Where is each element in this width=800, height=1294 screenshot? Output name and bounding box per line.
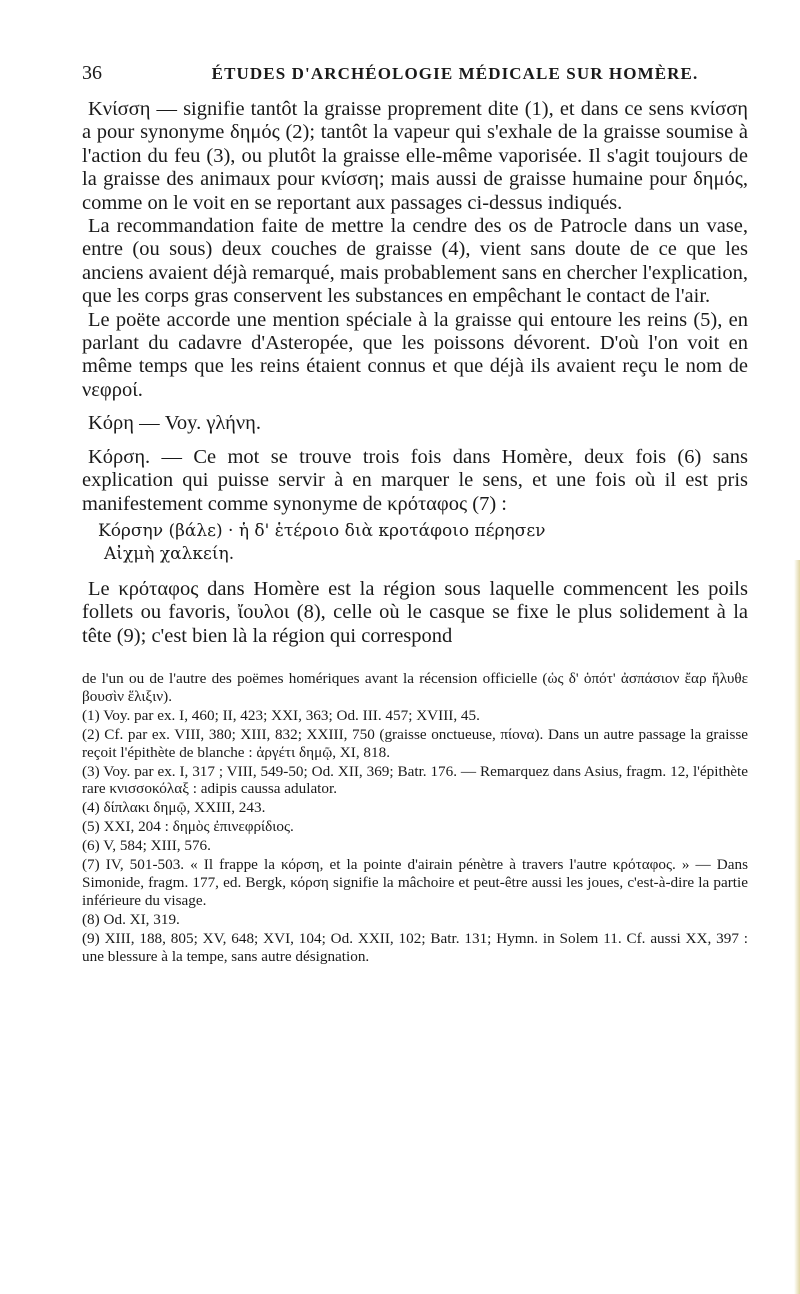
paragraph-krotaphos: Le κρόταφος dans Homère est la région sous laquelle commencent les poils follets ou favoris, ἴουλοι (8), celle où le casque se fixe le plus solidement à la tête (9); c'est bien là la région qui correspond	[82, 577, 748, 647]
footnote-3: (3) Voy. par ex. I, 317 ; VIII, 549-50; Od. XII, 369; Batr. 176. — Remarquez dans Asius, fragm. 12, l'épithète rare κνισσοκόλαξ : adipis caussa adulator.	[82, 762, 748, 798]
footnote-1: (1) Voy. par ex. I, 460; II, 423; XXI, 363; Od. III. 457; XVIII, 45.	[82, 706, 480, 724]
paragraph-reins: Le poëte accorde une mention spéciale à la graisse qui entoure les reins (5), en parlant du cadavre d'Asteropée, que les poissons dévorent. D'où l'on voit en même temps que les reins étaient connus et que déjà ils avaient reçu le nom de νεφροί.	[82, 308, 748, 401]
paragraph-knisse: Κνίσση — signifie tantôt la graisse proprement dite (1), et dans ce sens κνίσση a pour synonyme δημός (2); tantôt la vapeur qui s'exhale de la graisse soumise à l'action du feu (3), ou plutôt la graisse elle-même vaporisée. Il s'agit toujours de la graisse des animaux pour κνίσση; mais aussi de graisse humaine pour δημός, comme on le voit en se reportant aux passages ci-dessus indiqués.	[82, 98, 748, 214]
book-page	[82, 58, 748, 967]
footnote-2: (2) Cf. par ex. VIII, 380; XIII, 832; XXIII, 750 (graisse onctueuse, πίονα). Dans un autre passage la graisse reçoit l'épithète de blanche : ἀργέτι δημῷ, XI, 818.	[82, 725, 748, 761]
entry-korse: Κόρση. — Ce mot se trouve trois fois dans Homère, deux fois (6) sans explication qui puisse servir à en marquer le sens, et une fois où il est pris manifestement comme synonyme de κρόταφος (7) :	[82, 445, 748, 515]
quote-line-2: Αἰχμὴ χαλκείη.	[104, 543, 235, 564]
entry-kore: Κόρη — Voy. γλήνη.	[88, 412, 261, 435]
greek-quotation	[98, 520, 748, 566]
footnote-continuation: de l'un ou de l'autre des poëmes homériques avant la récension officielle (ὡς δ' ὁπότ' ἀσπάσιον ἔαρ ἤλυθε βουσὶν ἕλιξιν).	[82, 670, 748, 705]
paragraph-patrocle: La recommandation faite de mettre la cendre des os de Patrocle dans un vase, entre (ou sous) deux couches de graisse (4), vient sans doute de ce que les anciens avaient déjà remarqué, mais probablement sans en chercher l'explication, que les corps gras conservent les substances en empêchant le contact de l'air.	[82, 215, 748, 308]
quote-line-1: Κόρσην (βάλε) · ἡ δ' ἑτέροιο διὰ κροτάφοιο πέρησεν	[98, 520, 546, 541]
footnote-5: (5) XXI, 204 : δημὸς ἐπινεφρίδιος.	[82, 818, 294, 836]
footnote-7: (7) IV, 501-503. « Il frappe la κόρση, et la pointe d'airain pénètre à travers l'autre κρόταφος. » — Dans Simonide, fragm. 177, ed. Bergk, κόρση signifie la mâchoire et peut-être aussi les joues, c'est-à-dire la partie inférieure du visage.	[82, 856, 748, 909]
running-head	[82, 58, 748, 98]
footnote-6: (6) V, 584; XIII, 576.	[82, 837, 211, 855]
footnote-4: (4) δίπλακι δημῷ, XXIII, 243.	[82, 799, 266, 817]
running-title: ÉTUDES D'ARCHÉOLOGIE MÉDICALE SUR HOMÈRE.	[211, 64, 699, 83]
page-number: 36	[82, 62, 102, 84]
main-text	[82, 98, 748, 648]
footnotes	[82, 670, 748, 965]
footnote-8: (8) Od. XI, 319.	[82, 910, 180, 928]
page-edge-shadow	[794, 560, 800, 1294]
footnote-9: (9) XIII, 188, 805; XV, 648; XVI, 104; Od. XXII, 102; Batr. 131; Hymn. in Solem 11. Cf. aussi XX, 397 : une blessure à la tempe, sans autre désignation.	[82, 929, 748, 965]
